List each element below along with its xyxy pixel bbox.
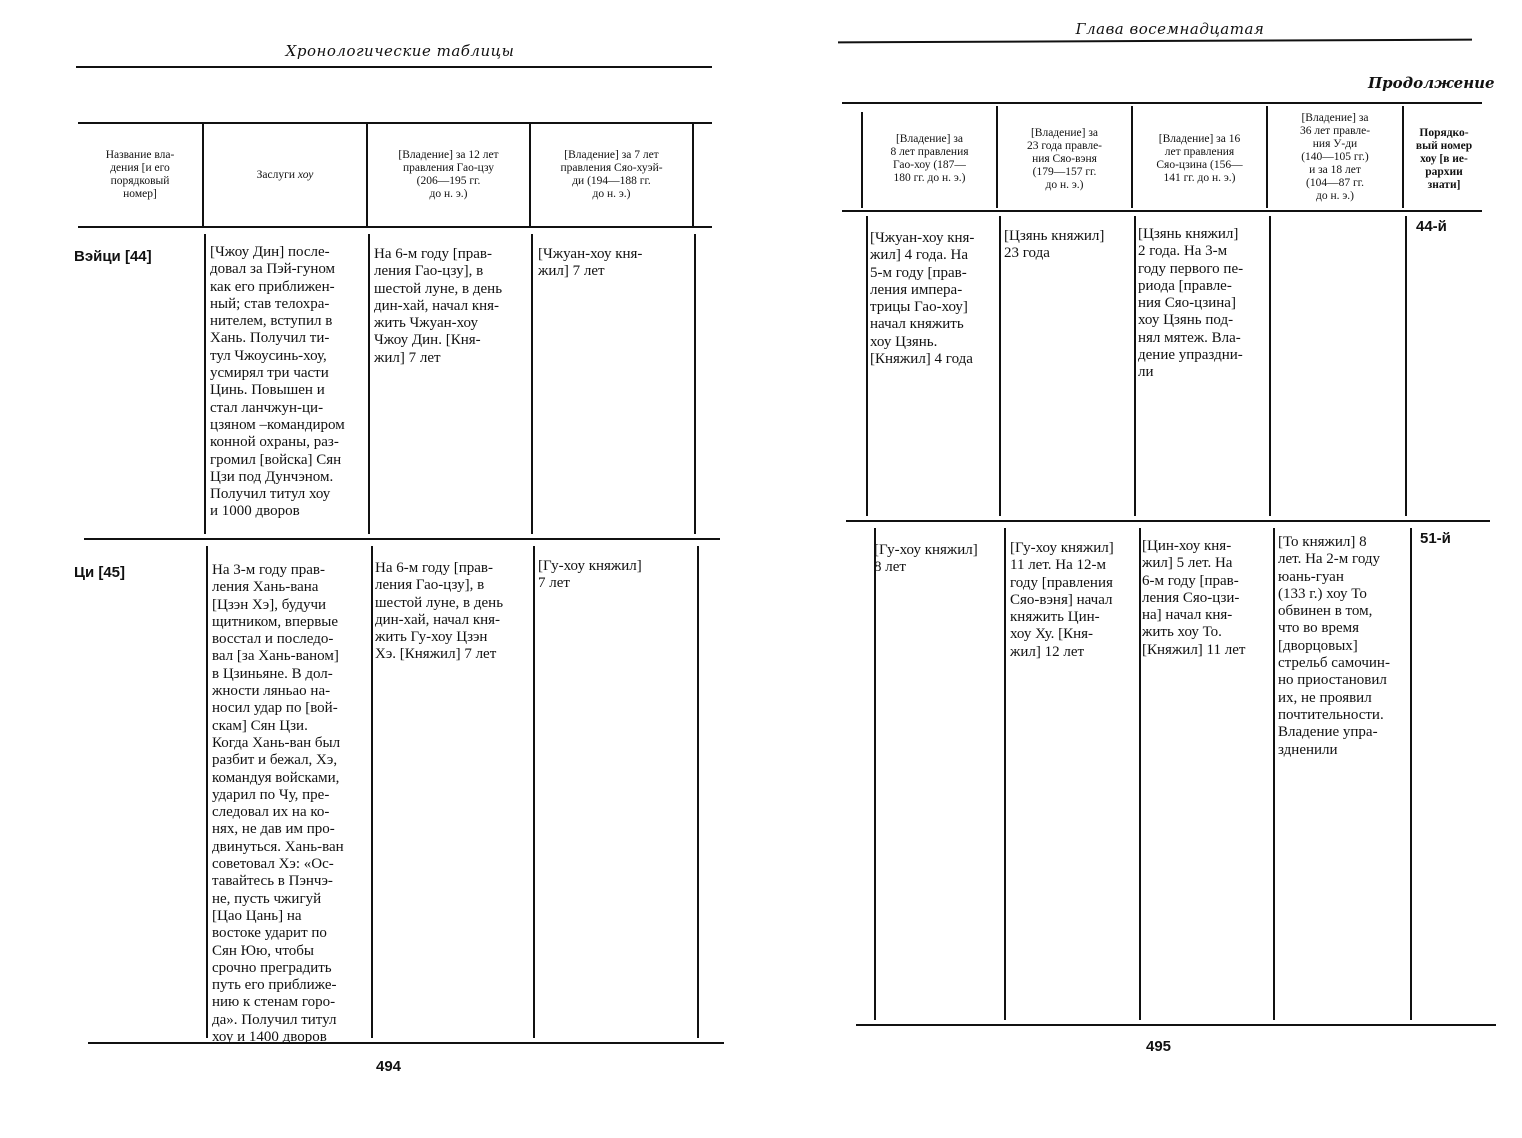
right-header-xiaojing: [Владение] за 16 лет правления Сяо-цзина (156— 141 гг. до н. э.)	[1156, 133, 1243, 184]
right-row2-divider-4	[1273, 528, 1275, 1020]
right-row2-divider-5	[1410, 528, 1412, 1020]
left-col-divider-4	[692, 124, 694, 226]
right-header-xiaowen: [Владение] за 23 года правле- ния Сяо-вэня (179—157 гг. до н. э.)	[1026, 126, 1102, 191]
left-head-rule	[76, 66, 712, 68]
right-row1-divider-2	[999, 216, 1001, 516]
row1-merits: [Чжоу Дин] после- довал за Пэй-гуном как его приближен- ный; став телохра- нителем, вступил в Хань. Получил ти- тул Чжоусинь-хоу, усмирял три части Цинь. Повышен и стал ланчжун-ци- цзяном –командиром конной охраны, раз- громил [войска] Сян Цзи под Дунчэном. Получил титул хоу и 1000 дворов	[210, 244, 345, 520]
row-name-weiqi: Вэйци [44]	[74, 248, 152, 265]
left-table-row-rule	[84, 538, 720, 540]
left-row2-divider-4	[697, 546, 699, 1038]
right-row1-divider-5	[1405, 216, 1407, 516]
left-table-bottom-rule	[88, 1042, 724, 1044]
right-row2-divider-2	[1004, 528, 1006, 1020]
row1-gaozu: На 6-м году [прав- ления Гао-цзу], в шестой луне, в день дин-хай, начал кня- жить Чжуан-хоу Чжоу Дин. [Кня- жил] 7 лет	[374, 246, 503, 366]
right-row1-divider-3	[1134, 216, 1136, 516]
left-header-domain: Название вла- дения [и его порядковый номер]	[105, 149, 175, 200]
left-row1-divider-1	[204, 234, 206, 534]
right-table-row-rule	[846, 520, 1490, 522]
r-row2-wudi: [То княжил] 8 лет. На 2-м году юань-гуан (133 г.) хоу То обвинен в том, что во время [дворцовых] стрельб самочин- но приостановил их, не проявил почтительности. Владение упра- здненили	[1278, 534, 1390, 758]
r-row2-xiaowen: [Гу-хоу княжил] 11 лет. На 12-м году [правления Сяо-вэня] начал княжить Цин- хоу Ху. [Кня- жил] 12 лет	[1010, 540, 1114, 660]
right-head-rule	[838, 39, 1472, 44]
right-header-gaohou: [Владение] за 8 лет правления Гао-хоу (187— 180 гг. до н. э.)	[890, 133, 969, 184]
right-row2-divider-3	[1139, 528, 1141, 1020]
left-header-xiaohui: [Владение] за 7 лет правления Сяо-хуэй- ди (194—188 гг. до н. э.)	[560, 149, 663, 200]
left-table-header-rule	[78, 226, 712, 228]
left-page-number: 494	[376, 1058, 402, 1075]
continuation-label: Продолжение	[1368, 74, 1495, 92]
r-row1-xiaojing: [Цзянь княжил] 2 года. На 3-м году первого пе- риода [правле- ния Сяо-цзина] хоу Цзянь под- нял мятеж. Вла- дение упраздни- ли	[1138, 226, 1244, 381]
row2-gaozu: На 6-м году [прав- ления Гао-цзу], в шестой луне, в день дин-хай, начал кня- жить Гу-хоу Цзэн Хэ. [Княжил] 7 лет	[375, 560, 504, 663]
r-row1-gaohou: [Чжуан-хоу кня- жил] 4 года. На 5-м году [прав- ления импера- трицы Гао-хоу] начал княжить хоу Цзянь. [Княжил] 4 года	[870, 230, 975, 368]
right-header-wudi: [Владение] за 36 лет правле- ния У-ди (140—105 гг.) и за 18 лет (104—87 гг. до н. э.)	[1299, 111, 1371, 202]
r-row2-rank: 51-й	[1420, 530, 1451, 547]
left-row1-divider-3	[531, 234, 533, 534]
left-row1-divider-2	[368, 234, 370, 534]
right-running-head: Глава восемнадцатая	[1075, 20, 1265, 38]
left-row1-divider-4	[694, 234, 696, 534]
right-table-header-rule	[842, 210, 1482, 212]
left-header-merits: Заслуги хоу	[256, 168, 314, 181]
right-page-number: 495	[1146, 1038, 1172, 1055]
left-row2-divider-1	[206, 546, 208, 1038]
r-row1-xiaowen: [Цзянь княжил] 23 года	[1004, 228, 1105, 262]
left-row2-divider-3	[533, 546, 535, 1038]
right-table-bottom-rule	[856, 1024, 1496, 1026]
row2-xiaohui: [Гу-хоу княжил] 7 лет	[538, 558, 642, 592]
right-header-rank: Порядко- вый номер хоу [в ие- рархии знати]	[1415, 126, 1473, 191]
row2-merits: На 3-м году прав- ления Хань-вана [Цзэн Хэ], будучи щитником, впервые восстал и последо- вал [за Хань-ваном] в Цзиньяне. В дол- жности ляньао на- носил удар по [вой- скам] Сян Цзи. Когда Хань-ван был разбит и бежал, Хэ, командуя войсками, ударил по Чу, пре- следовал их на ко- нях, не дав им про- двинуться. Хань-ван советовал Хэ: «Ос- тавайтесь в Пэнчэ- не, пусть чжигуй [Цао Цань] на востоке ударит по Сян Юю, чтобы срочно преградить путь его приближе- нию к стенам горо- да». Получил титул хоу и 1400 дворов	[212, 562, 344, 1046]
r-row2-xiaojing: [Цин-хоу кня- жил] 5 лет. На 6-м году [прав- ления Сяо-цзи- на] начал кня- жить хоу То. [Княжил] 11 лет	[1142, 538, 1246, 658]
right-row1-divider-4	[1269, 216, 1271, 516]
right-row2-divider-1	[874, 528, 876, 1020]
right-row1-divider-1	[866, 216, 868, 516]
left-header-gaozu: [Владение] за 12 лет правления Гао-цзу (206—195 гг. до н. э.)	[398, 149, 499, 200]
left-running-head: Хронологические таблицы	[285, 42, 515, 60]
row1-xiaohui: [Чжуан-хоу кня- жил] 7 лет	[538, 246, 643, 280]
row-name-qi: Ци [45]	[74, 564, 126, 581]
left-row2-divider-2	[371, 546, 373, 1038]
r-row2-gaohou: [Гу-хоу княжил] 8 лет	[874, 542, 978, 576]
r-row1-rank: 44-й	[1416, 218, 1447, 235]
